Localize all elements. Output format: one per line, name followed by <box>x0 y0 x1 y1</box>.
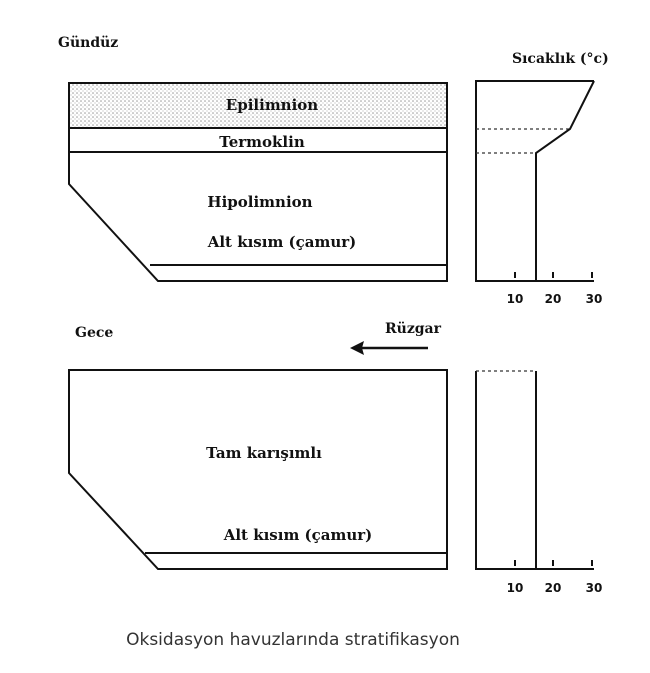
temperature-label: Sıcaklık (°c) <box>512 51 609 67</box>
day-tick-label-20: 20 <box>544 292 562 306</box>
day-temperature-curve <box>536 81 594 281</box>
epilimnion-label: Epilimnion <box>225 96 319 114</box>
day-bottom-label: Alt kısım (çamur) <box>207 233 357 251</box>
night-title: Gece <box>75 325 114 341</box>
night-tick-label-20: 20 <box>544 581 562 595</box>
night-bottom-label: Alt kısım (çamur) <box>223 526 373 544</box>
day-tick-label-30: 30 <box>585 292 603 306</box>
thermocline-label: Termoklin <box>219 133 305 151</box>
figure-caption: Oksidasyon havuzlarında stratifikasyon <box>126 630 460 650</box>
night-tick-label-30: 30 <box>585 581 603 595</box>
day-title: Gündüz <box>58 35 119 51</box>
mixed-label: Tam karışımlı <box>206 444 322 462</box>
night-tick-label-10: 10 <box>506 581 524 595</box>
wind-arrow-icon <box>350 341 364 355</box>
day-tick-label-10: 10 <box>506 292 524 306</box>
wind-label: Rüzgar <box>385 321 441 337</box>
hypolimnion-label: Hipolimnion <box>207 193 313 211</box>
